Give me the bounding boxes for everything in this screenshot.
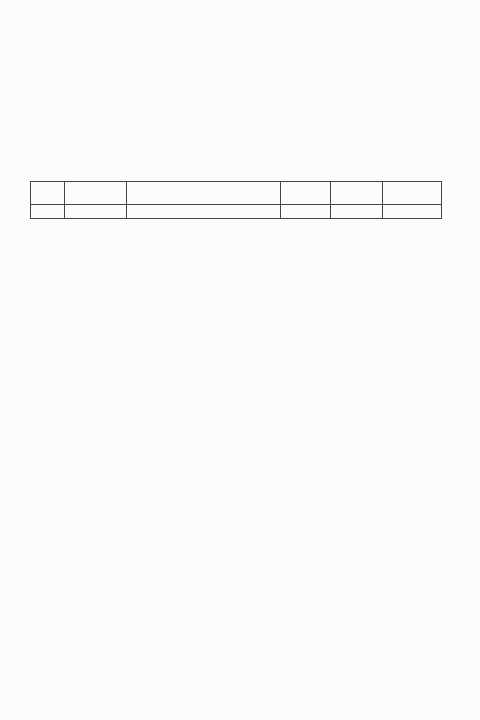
header-date: [31, 182, 65, 205]
header-balance: [383, 182, 442, 205]
ledger-table-bottom: [30, 181, 442, 219]
header-summary: [127, 182, 151, 205]
header-expense: [331, 182, 383, 205]
carry-forward-row: [31, 205, 442, 219]
carry-forward-balance: [383, 205, 442, 219]
header-row: [31, 182, 442, 205]
header-account: [65, 182, 127, 205]
header-income: [281, 182, 331, 205]
carry-forward-label: [127, 205, 281, 219]
header-summary-2: [151, 182, 281, 205]
